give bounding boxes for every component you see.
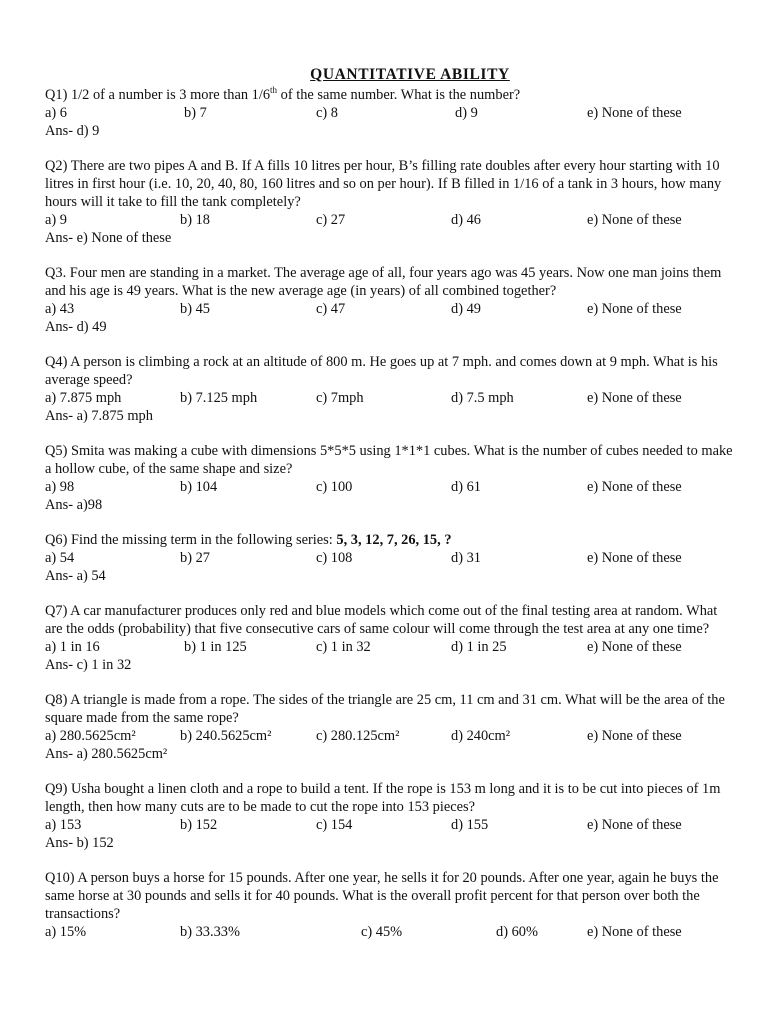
option-a: a) 54 [45,550,75,566]
option-c: c) 47 [316,301,346,317]
option-b: b) 7 [184,105,207,121]
option-d: d) 46 [451,212,481,228]
option-e: e) None of these [587,728,682,744]
option-b: b) 45 [180,301,210,317]
answer-text: Ans- a)98 [45,497,103,513]
options-row [45,923,735,941]
option-a: a) 7.875 mph [45,390,122,406]
question-4 [45,353,735,425]
option-c: c) 280.125cm² [316,728,400,744]
option-b: b) 27 [180,550,210,566]
question-text: Q6) Find the missing term in the following series: 5, 3, 12, 7, 26, 15, ? [45,532,452,548]
option-b: b) 7.125 mph [180,390,258,406]
option-b: b) 152 [180,817,218,833]
option-b: b) 1 in 125 [184,639,247,655]
option-e: e) None of these [587,924,682,940]
option-a: a) 153 [45,817,82,833]
answer-text: Ans- b) 152 [45,835,114,851]
question-text: Q7) A car manufacturer produces only red and blue models which come out of the final testing area at random. What are the odds (probability) that five consecutive cars of same colour will come through the test area at any one time? [45,603,718,637]
option-e: e) None of these [587,550,682,566]
answer-text: Ans- a) 7.875 mph [45,408,153,424]
option-e: e) None of these [587,639,682,655]
question-6 [45,531,735,585]
options-row [45,638,735,656]
option-a: a) 1 in 16 [45,639,100,655]
worksheet-page [45,64,735,941]
question-8 [45,691,735,763]
option-c: c) 7mph [316,390,364,406]
option-d: d) 7.5 mph [451,390,514,406]
series-terms: 5, 3, 12, 7, 26, 15, ? [336,532,452,548]
page-title: QUANTITATIVE ABILITY [310,66,510,83]
option-e: e) None of these [587,301,682,317]
option-c: c) 1 in 32 [316,639,371,655]
option-e: e) None of these [587,390,682,406]
answer-text: Ans- a) 280.5625cm² [45,746,168,762]
option-a: a) 43 [45,301,75,317]
options-row [45,104,735,122]
question-3 [45,264,735,336]
option-e: e) None of these [587,817,682,833]
option-d: d) 31 [451,550,481,566]
option-a: a) 280.5625cm² [45,728,136,744]
option-c: c) 100 [316,479,353,495]
answer-text: Ans- e) None of these [45,230,172,246]
question-text: Q9) Usha bought a linen cloth and a rope to build a tent. If the rope is 153 m long and it is to be cut into pieces of 1m length, then how many cuts are to be made to cut the rope into 153 pieces? [45,781,721,815]
option-d: d) 240cm² [451,728,511,744]
options-row [45,211,735,229]
question-text: Q5) Smita was making a cube with dimensions 5*5*5 using 1*1*1 cubes. What is the number of cubes needed to make a hollow cube, of the same shape and size? [45,443,733,477]
answer-text: Ans- c) 1 in 32 [45,657,132,673]
question-7 [45,602,735,674]
option-b: b) 33.33% [180,924,240,940]
options-row [45,727,735,745]
question-10 [45,869,735,941]
option-b: b) 18 [180,212,210,228]
answer-text: Ans- d) 9 [45,123,100,139]
question-2 [45,157,735,247]
question-text: Q2) There are two pipes A and B. If A fills 10 litres per hour, B’s filling rate doubles after every hour starting with 10 litres in first hour (i.e. 10, 20, 40, 80, 160 litres and so on per hour). If B filled in 1/16 of a tank in 3 hours, how many hours will it take to fill the tank completely? [45,158,722,210]
option-a: a) 9 [45,212,67,228]
option-b: b) 240.5625cm² [180,728,272,744]
option-c: c) 154 [316,817,353,833]
option-c: c) 108 [316,550,353,566]
options-row [45,300,735,318]
option-d: d) 49 [451,301,481,317]
option-c: c) 45% [361,924,403,940]
option-d: d) 60% [496,924,538,940]
question-text: Q1) 1/2 of a number is 3 more than 1/6th of the same number. What is the number? [45,85,521,103]
options-row [45,389,735,407]
question-text: Q4) A person is climbing a rock at an altitude of 800 m. He goes up at 7 mph. and comes down at 9 mph. What is his average speed? [45,354,718,388]
option-c: c) 27 [316,212,346,228]
question-5 [45,442,735,514]
options-row [45,816,735,834]
option-d: d) 1 in 25 [451,639,507,655]
question-1 [45,86,735,140]
question-9 [45,780,735,852]
options-row [45,549,735,567]
option-e: e) None of these [587,479,682,495]
option-a: a) 6 [45,105,67,121]
option-d: d) 9 [455,105,478,121]
option-a: a) 98 [45,479,75,495]
option-b: b) 104 [180,479,218,495]
option-a: a) 15% [45,924,87,940]
option-e: e) None of these [587,105,682,121]
option-d: d) 61 [451,479,481,495]
question-text: Q10) A person buys a horse for 15 pounds. After one year, he sells it for 20 pounds. After one year, again he buys the same horse at 30 pounds and sells it for 40 pounds. What is the overall profit percent for that person over both the transactions? [45,870,719,922]
option-d: d) 155 [451,817,489,833]
answer-text: Ans- d) 49 [45,319,107,335]
options-row [45,478,735,496]
question-text: Q8) A triangle is made from a rope. The sides of the triangle are 25 cm, 11 cm and 31 cm. What will be the area of the square made from the same rope? [45,692,725,726]
answer-text: Ans- a) 54 [45,568,106,584]
question-text: Q3. Four men are standing in a market. The average age of all, four years ago was 45 years. Now one man joins them and his age is 49 years. What is the new average age (in years) of all combined together? [45,265,722,299]
option-e: e) None of these [587,212,682,228]
option-c: c) 8 [316,105,338,121]
